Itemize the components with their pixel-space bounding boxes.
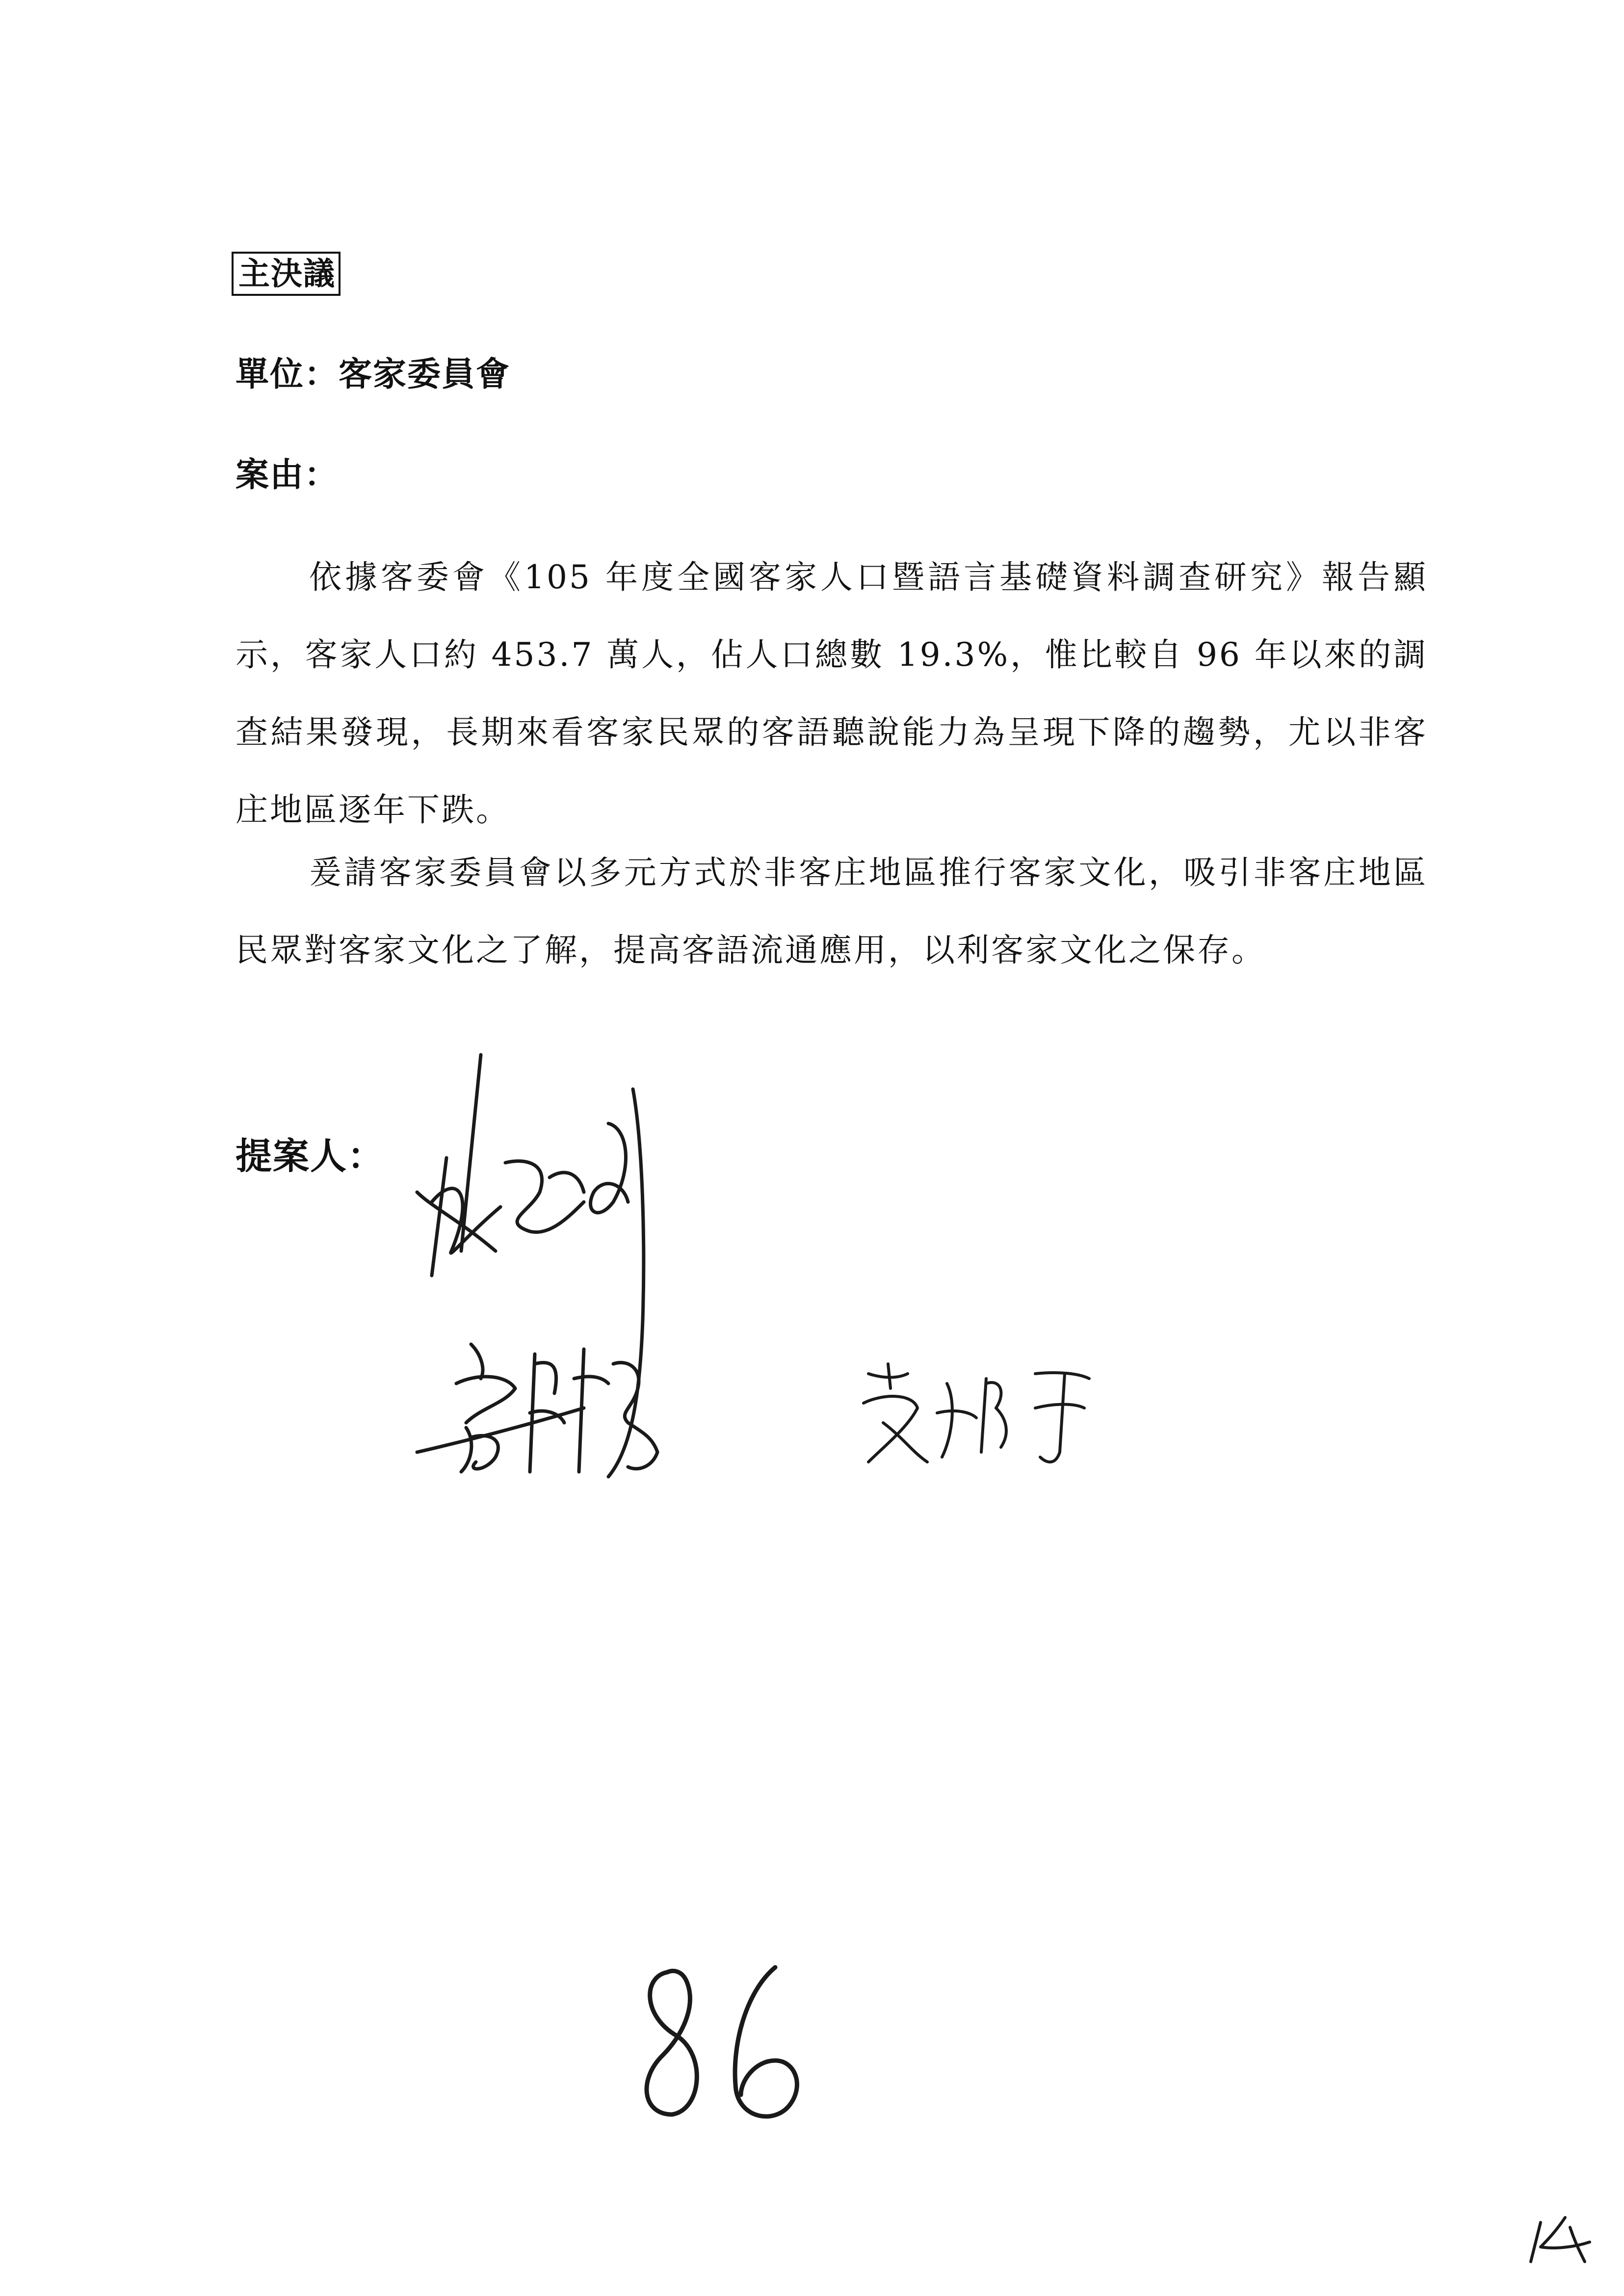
unit-line: 單位：客家委員會 [236, 355, 511, 394]
handwritten-page-number [633, 1962, 829, 2129]
reason-paragraph-2: 爰請客家委員會以多元方式於非客庄地區推行客家文化，吸引非客庄地區民眾對客家文化之了解，提高客語流通應用，以利客家文化之保存。 [236, 854, 1428, 969]
proposer-label: 提案人： [236, 1135, 385, 1177]
signature-2 [407, 1325, 721, 1482]
reason-label: 案由： [236, 456, 339, 495]
corner-page-mark [1526, 2213, 1595, 2267]
resolution-type-label: 主決議 [238, 256, 336, 292]
reason-paragraph-1: 依據客委會《105 年度全國客家人口暨語言基礎資料調查研究》報告顯示，客家人口約 453.7 萬人，佔人口總數 19.3%，惟比較自 96 年以來的調查結果發現，長期來看客家民眾的客語聽說能力為呈現下降的趨勢，尤以非客庄地區逐年下跌。 [236, 558, 1428, 829]
resolution-type-box [232, 252, 341, 296]
signature-3 [854, 1354, 1109, 1472]
